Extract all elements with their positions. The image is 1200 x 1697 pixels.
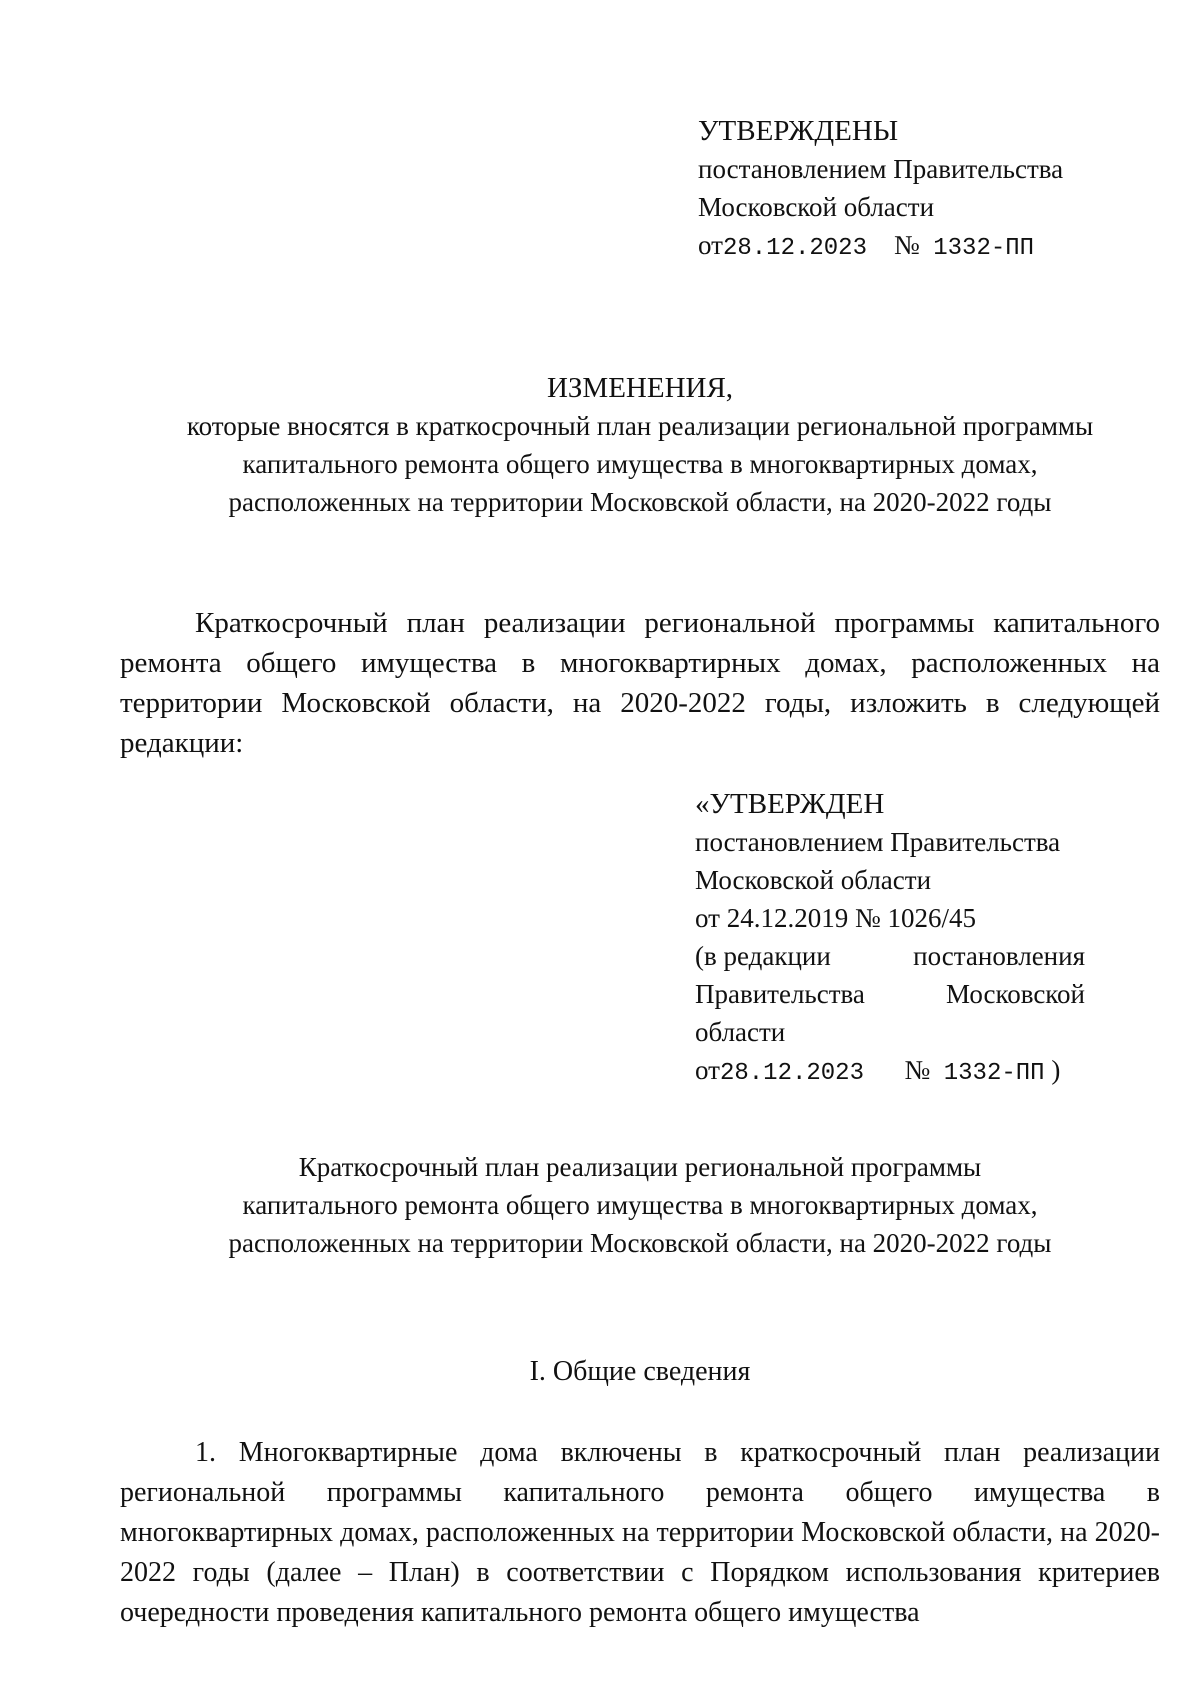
approval-header [698,112,1158,268]
plan-title-line-1: Краткосрочный план реализации региональной программы [298,1152,982,1182]
quoted-approval-line-4 [695,937,1085,975]
approval-header-title: УТВЕРЖДЕНЫ [698,115,899,147]
paragraph-1: 1. Многоквартирные дома включены в краткосрочный план реализации региональной программы капитального ремонта общего имущества в многоквартирных домах, расположенных на территории Московской области, на 2020-2022 годы (далее – План) в соответствии с Порядком использования критериев очередности проведения капитального ремонта общего имущества [120,1437,1160,1628]
approval-header-line-1: постановлением Правительства [698,154,1064,184]
plan-title [120,1148,1160,1262]
quoted-approval-line-5 [695,975,1085,1013]
approval-header-line-2: Московской области [698,192,935,222]
quoted-approval-line-5a: Правительства [695,979,865,1009]
quoted-approval-title: «УТВЕРЖДЕН [695,788,885,820]
quoted-approval-date: 28.12.2023 [719,1060,864,1087]
quoted-approval-number-sign: № [904,1055,931,1085]
approval-header-date-line [698,226,1158,268]
approval-header-number-sign: № [893,230,920,260]
intro-paragraph: Краткосрочный план реализации региональной программы капитального ремонта общего имущества в многоквартирных домах, расположенных на территории Московской области, на 2020-2022 годы, изложить в следующей редакции: [120,607,1160,759]
plan-title-line-2: капитального ремонта общего имущества в многоквартирных домах, [242,1190,1038,1220]
quoted-approval-date-line [695,1051,1085,1093]
changes-heading-line-3: расположенных на территории Московской области, на 2020-2022 годы [228,487,1052,517]
approval-header-number: 1332-ПП [933,235,1035,262]
plan-title-line-3: расположенных на территории Московской области, на 2020-2022 годы [228,1228,1052,1258]
changes-heading-line-2: капитального ремонта общего имущества в многоквартирных домах, [242,449,1038,479]
quoted-approval-line-2: Московской области [695,865,932,895]
quoted-approval-line-6: области [695,1017,786,1047]
approval-header-date-prefix: от [698,230,723,260]
quoted-approval-line-3: от 24.12.2019 № 1026/45 [695,903,976,933]
quoted-approval-line-4a: (в редакции [695,941,831,971]
approval-header-date: 28.12.2023 [722,235,867,262]
quoted-approval-line-1: постановлением Правительства [695,827,1061,857]
quoted-approval-line-5b: Московской [945,979,1085,1009]
quoted-approval [695,785,1085,1093]
changes-heading-title: ИЗМЕНЕНИЯ, [546,372,734,404]
section-title: I. Общие сведения [529,1356,751,1387]
changes-heading [120,369,1160,521]
quoted-approval-date-prefix: от [695,1055,720,1085]
quoted-approval-line-4b: постановления [913,941,1085,971]
quoted-approval-number: 1332-ПП [943,1060,1045,1087]
changes-heading-line-1: которые вносятся в краткосрочный план реализации региональной программы [186,411,1094,441]
quoted-approval-closing: ) [1051,1055,1061,1085]
